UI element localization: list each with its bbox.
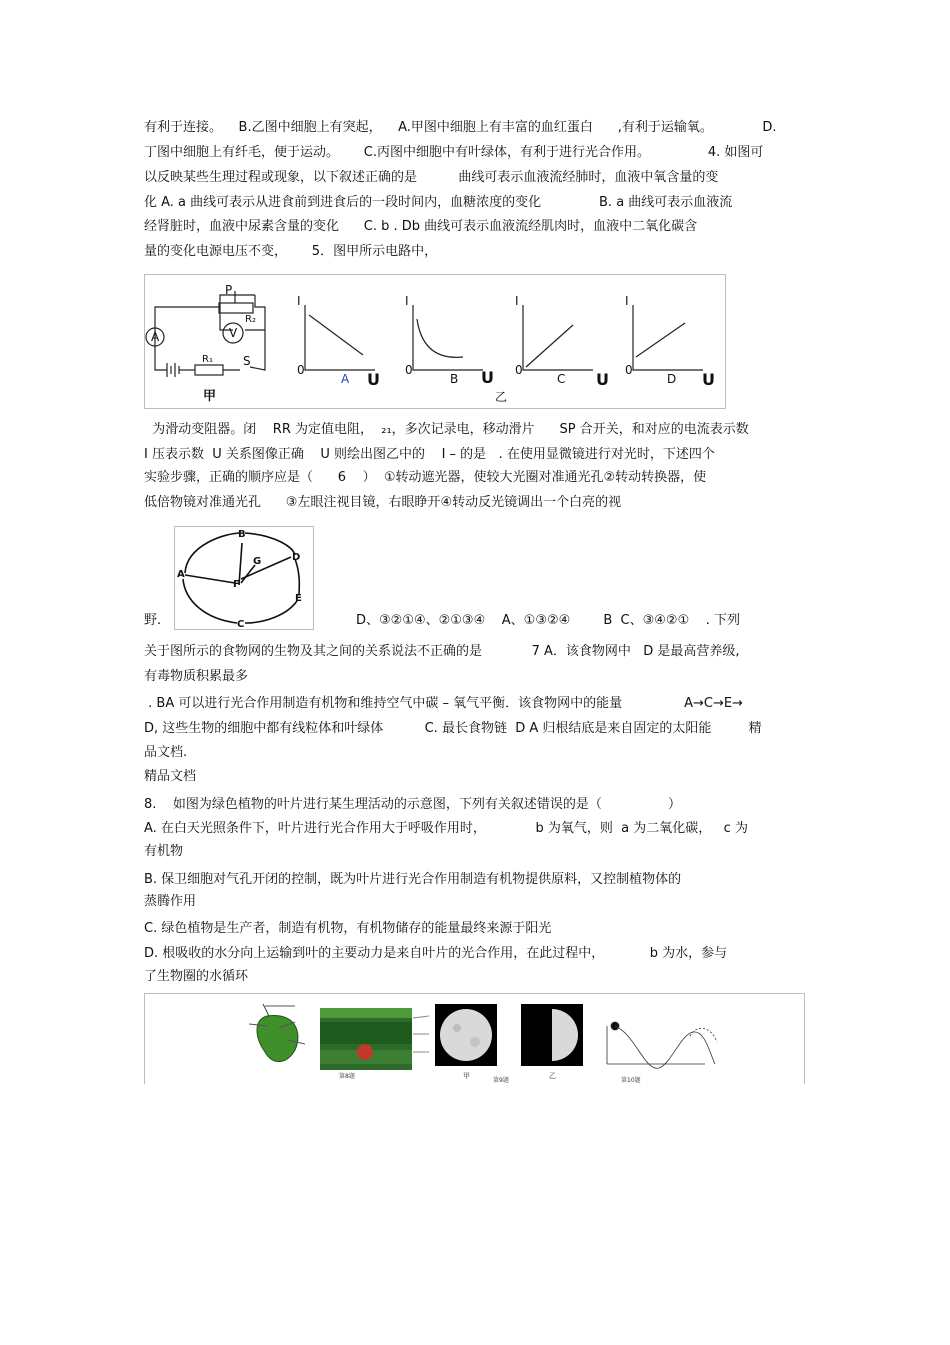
graph-y-axis-label: I: [405, 294, 409, 308]
text-line: 有利于连接。 B.乙图中细胞上有突起， A.甲图中细胞上有丰富的血红蛋白 ,有利于运输氧。 D.: [144, 120, 777, 135]
caption-8: 第8题: [339, 1073, 355, 1080]
text-line: 实验步骤，正确的顺序应是（ 6 ） ①转动遮光器，使较大光圈对准通光孔②转动转换器，使: [144, 470, 707, 485]
text-line: 以反映某些生理过程或现象，以下叙述正确的是 曲线可表示血液流经肺时，血液中氧含量的变: [144, 170, 719, 185]
text-line: 关于图所示的食物网的生物及其之间的关系说法不正确的是 7 A．该食物网中 D 是最高营养级,: [144, 644, 740, 659]
food-web-figure: [174, 526, 314, 630]
graph-x-axis-label: U: [596, 370, 609, 389]
slider-label: P: [225, 283, 233, 297]
text-line: 精品文档: [144, 769, 197, 784]
r2-label: R₂: [245, 314, 256, 325]
voltmeter-label: V: [229, 326, 238, 340]
leaf-moon-figure: [144, 993, 805, 1084]
graph-c-line: [526, 325, 573, 367]
leaf-icon: [249, 1004, 305, 1062]
graph-x-axis-label: U: [367, 370, 380, 389]
graph-origin-label: 0: [515, 363, 523, 377]
graph-y-axis-label: I: [625, 294, 629, 308]
text-line: 有毒物质积累最多: [144, 669, 249, 684]
text-line: D、③②①④、②①③④ A、①③②④ B C、③④②① . 下列: [356, 613, 741, 628]
text-line: 品文档.: [144, 745, 188, 760]
graph-c-label: C: [557, 372, 566, 386]
text-line: 了生物圈的水循环: [144, 969, 249, 984]
node-f-label: F: [233, 579, 240, 590]
graph-origin-label: 0: [297, 363, 305, 377]
food-web-svg: [175, 527, 313, 629]
switch-label: S: [243, 354, 251, 368]
wave-diagram-icon: [607, 1022, 717, 1084]
text-line: A. 在白天光照条件下，叶片进行光合作用大于呼吸作用时， b 为氧气，则 a 为二氧化碳， c 为: [144, 821, 748, 836]
text-line: 低倍物镜对准通光孔 ③左眼注视目镜，右眼睁开④转动反光镜调出一个白亮的视: [144, 495, 622, 510]
graph-y-axis-label: I: [297, 294, 301, 308]
caption-yi: 乙: [549, 1072, 556, 1080]
text-line: 化 A. a 曲线可表示从进食前到进食后的一段时间内，血糖浓度的变化 B. a 曲线可表示血液流: [144, 195, 733, 210]
circuit-graphs-svg: [145, 275, 725, 408]
full-moon-icon: [435, 1004, 497, 1080]
text-line: 野.: [144, 613, 162, 628]
node-a-label: A: [177, 569, 185, 580]
node-c-label: C: [237, 619, 245, 629]
text-line: C. 绿色植物是生产者，制造有机物，有机物储存的能量最终来源于阳光: [144, 921, 552, 936]
text-line: B. 保卫细胞对气孔开闭的控制，既为叶片进行光合作用制造有机物提供原料，又控制植物体的: [144, 872, 682, 887]
graph-x-axis-label: U: [481, 368, 494, 387]
text-line: 经肾脏时，血液中尿素含量的变化 C. b . Db 曲线可表示血液流经肌肉时，血液中二氧化碳含: [144, 219, 698, 234]
graph-origin-label: 0: [625, 363, 633, 377]
text-line: 量的变化电源电压不变， 5．图甲所示电路中，: [144, 244, 438, 259]
text-line: I 压表示数 U 关系图像正确 U 则绘出图乙中的 I – 的是 . 在使用显微镜进行对光时，下述四个: [144, 447, 715, 462]
node-b-label: B: [238, 529, 246, 540]
text-line: 8. 如图为绿色植物的叶片进行某生理活动的示意图，下列有关叙述错误的是（ ）: [144, 797, 682, 812]
leaf-cross-section-icon: [320, 1008, 429, 1080]
text-line: . BA 可以进行光合作用制造有机物和维持空气中碳 – 氧气平衡．该食物网中的能量 A→C→E→: [144, 696, 743, 711]
graph-b-curve: [417, 319, 463, 357]
node-e-label: E: [295, 593, 302, 604]
text-line: 蒸腾作用: [144, 894, 197, 909]
figure-yi-label: 乙: [495, 390, 508, 404]
node-g-label: G: [253, 556, 262, 567]
text-line: 有机物: [144, 844, 184, 859]
caption-10: 第10题: [621, 1077, 641, 1084]
half-moon-icon: [493, 1004, 583, 1084]
figure-jia-label: 甲: [203, 389, 217, 404]
graph-a-label: A: [341, 372, 350, 386]
r1-label: R₁: [202, 354, 213, 365]
graph-b-label: B: [450, 372, 459, 386]
graph-origin-label: 0: [405, 363, 413, 377]
graph-d-label: D: [667, 372, 677, 386]
caption-9: 第9题: [493, 1077, 509, 1084]
node-d-label: D: [292, 552, 301, 563]
text-line: D. 根吸收的水分向上运输到叶的主要动力是来自叶片的光合作用，在此过程中， b 为水，参与: [144, 946, 728, 961]
caption-jia: 甲: [463, 1072, 470, 1080]
graph-d-line: [636, 323, 685, 357]
circuit-figure: [144, 274, 726, 409]
graph-a-line: [309, 315, 363, 355]
leaf-moon-svg: [145, 994, 804, 1084]
text-line: 丁图中细胞上有纤毛，便于运动。 C.丙图中细胞中有叶绿体，有利于进行光合作用。 4. 如图可: [144, 145, 764, 160]
graph-y-axis-label: I: [515, 294, 519, 308]
text-line: 为滑动变阻器。闭 RR 为定值电阻， ₂₁，多次记录电，移动滑片 SP 合开关，和对应的电流表示数: [144, 422, 749, 437]
graph-x-axis-label: U: [702, 370, 715, 389]
text-line: D, 这些生物的细胞中都有线粒体和叶绿体 C. 最长食物链 D A 归根结底是来自固定的太阳能 精: [144, 721, 762, 736]
ammeter-label: A: [151, 330, 160, 344]
